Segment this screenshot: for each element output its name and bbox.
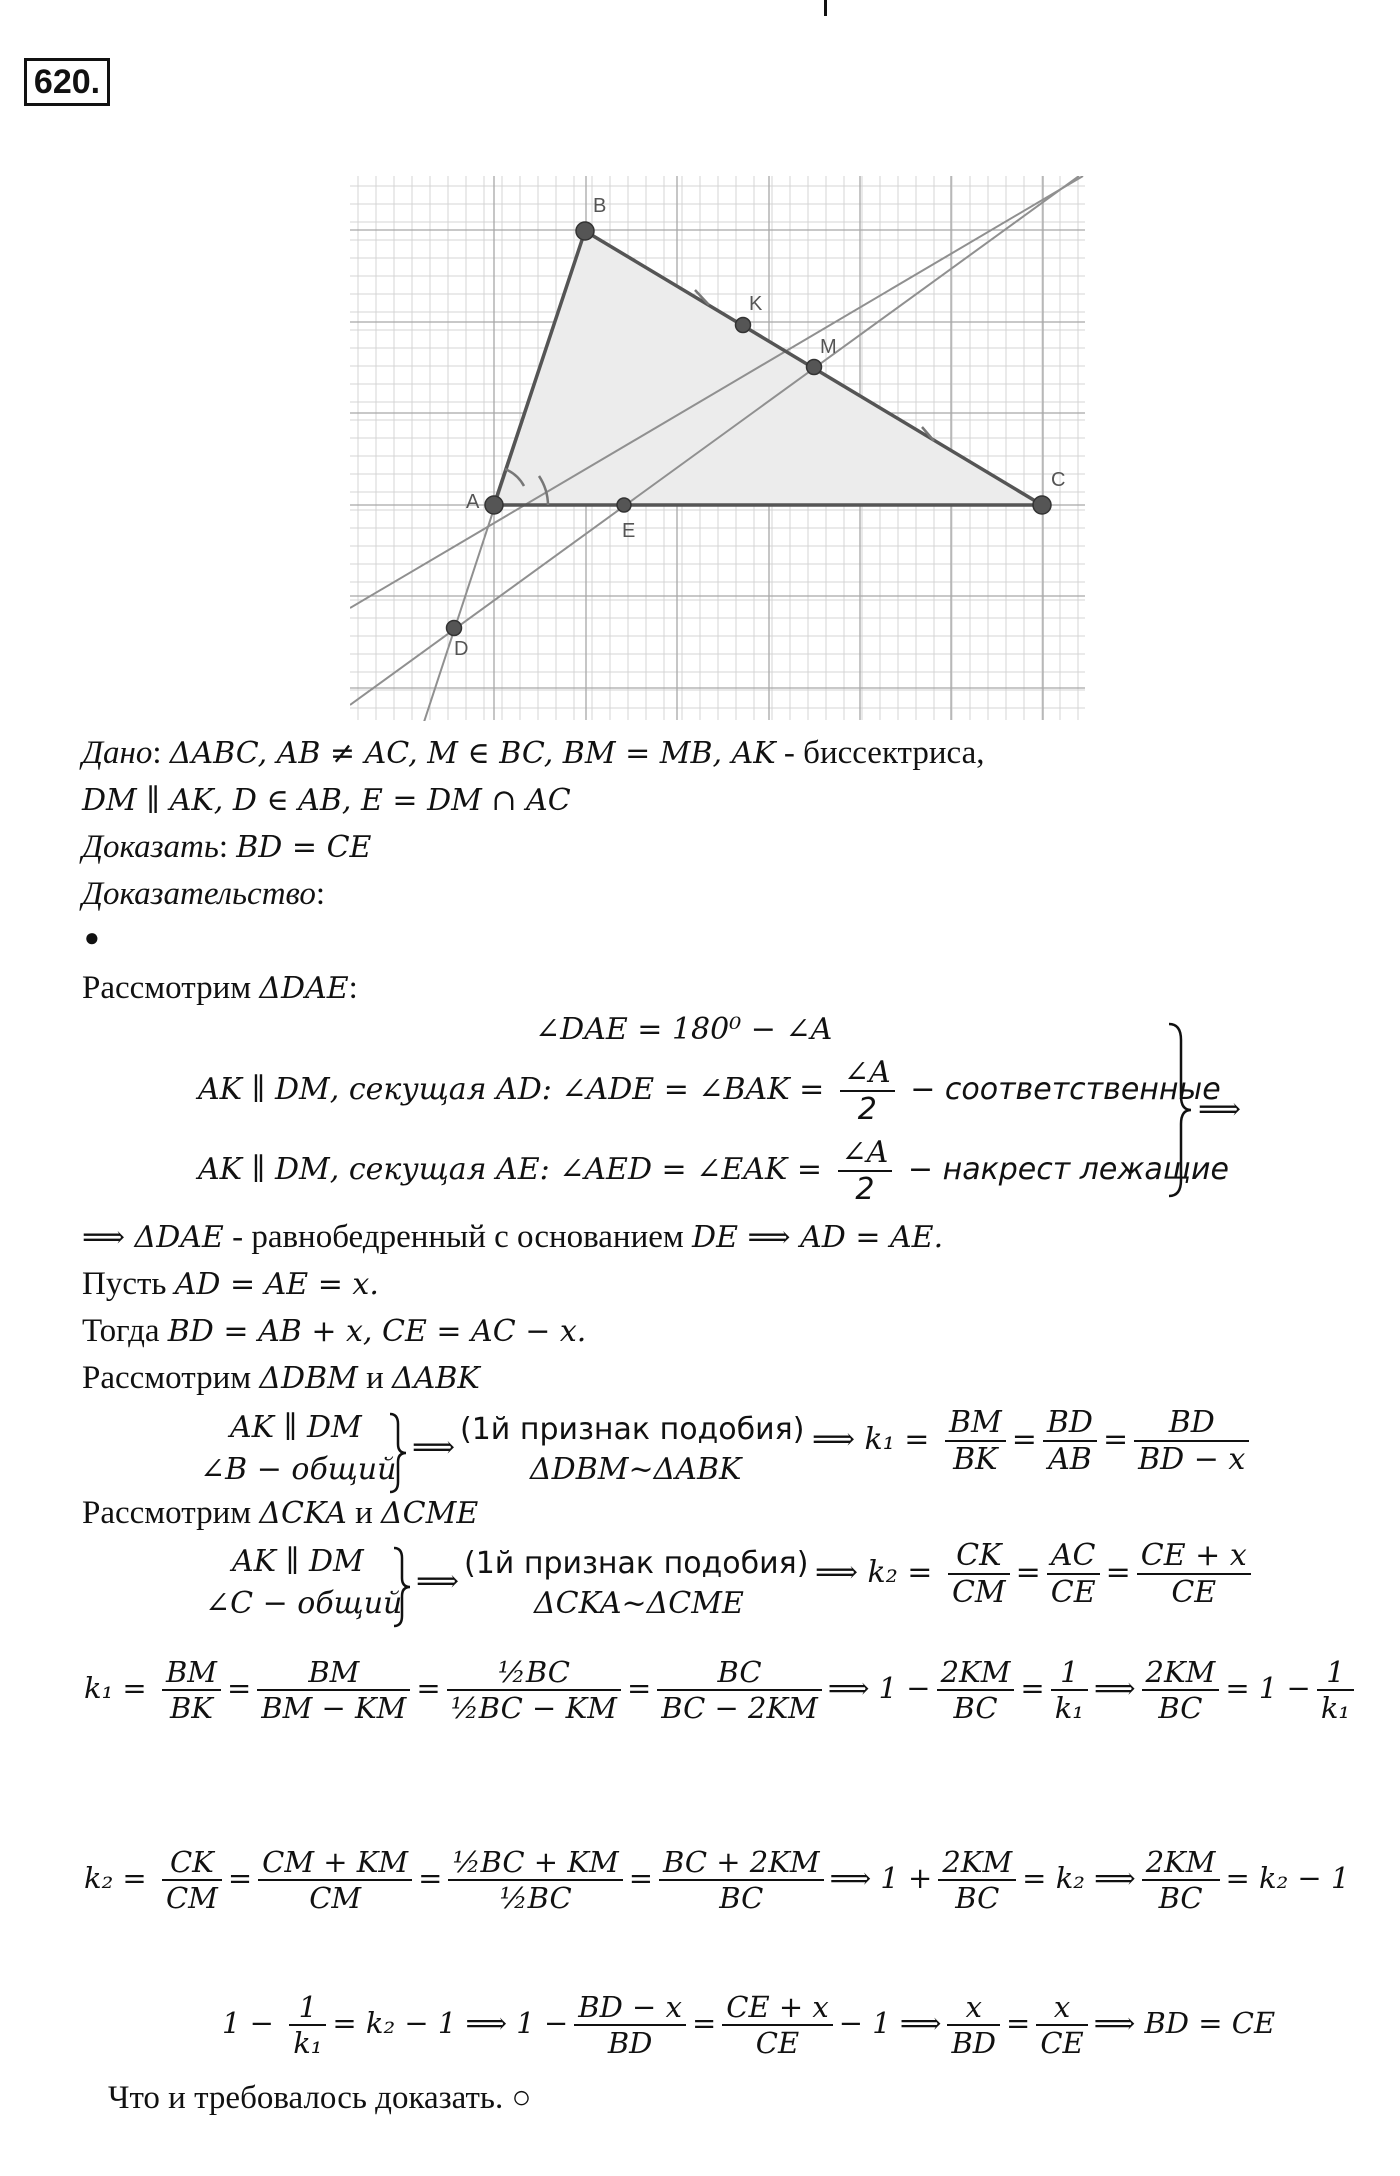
sim1-brace [388, 1412, 410, 1494]
bullet: ● [84, 923, 100, 952]
consider-dae-text: Рассмотрим [82, 970, 260, 1006]
consider-cka-cme-line: Рассмотрим ΔCKA и ΔCME [82, 1495, 479, 1531]
sim2-condition-2: ∠C − общий [205, 1586, 403, 1621]
proof-label: Доказательство [82, 876, 316, 912]
fraction-a-over-2: $\frac{\angle A}{2}$ [840, 1055, 895, 1127]
top-tick-mark [824, 0, 827, 16]
angle-dae-equation: ∠DAE = 180⁰ − ∠A [535, 1012, 833, 1047]
then-line: Тогда BD = AB + x, CE = AC − x. [82, 1313, 587, 1349]
row3-left: AK ∥ DM, секущая AE: ∠AED = ∠EAK = [198, 1152, 822, 1187]
equation-k2: k₂ = $\frac{CK}{CM}$ = $\frac{CM + KM}{CM}$ = $\frac{\text{½BC + KM}}{\text{½BC}}$ = $\frac{BC + 2KM}{BC}$ ⟹ 1 + $\frac{2KM}{BC}$ = k₂ ⟹ $\frac{2KM}{BC}$ = k₂ − 1 [84, 1845, 1350, 1915]
sim2-ratio: ⟹ k₂ = $\frac{CK}{CM}$ = $\frac{AC}{CE}$ = $\frac{CE + x}{CE}$ [815, 1538, 1257, 1610]
row2-left: AK ∥ DM, секущая AD: ∠ADE = ∠BAK = [198, 1072, 825, 1107]
equation-k1: k₁ = $\frac{BM}{BK}$ = $\frac{BM}{BM - KM}$ = $\frac{\text{½BC}}{\text{½BC − KM}}$ = $\frac{BC}{BC - 2KM}$ ⟹ 1 − $\frac{2KM}{BC}$ = $\frac{1}{\text{k₁}}$ ⟹ $\frac{2KM}{BC}$ = 1 − $\frac{1}{\text{k₁}}$ [84, 1655, 1360, 1725]
sim1-similar: ΔDBM~ΔABK [530, 1452, 742, 1487]
given-text-1: ΔABC, AB ≠ AC, M ∈ BC, BM = MB, AK [169, 736, 776, 771]
point-m [807, 360, 822, 375]
system-row-2 [198, 1055, 1221, 1127]
point-d [447, 621, 462, 636]
sim2-brace [392, 1546, 414, 1628]
system-implies: ⟹ [1198, 1092, 1242, 1127]
problem-number: 620. [24, 58, 110, 106]
system-row-3 [198, 1135, 1229, 1207]
sim1-implies: ⟹ [412, 1430, 456, 1465]
bisector-line-ak [350, 176, 1083, 608]
label-d: D [454, 638, 469, 660]
sim1-condition-1: AK ∥ DM [230, 1410, 362, 1445]
label-m: M [820, 336, 837, 358]
given-text-1b: - биссектриса, [775, 735, 985, 771]
sim2-implies: ⟹ [416, 1564, 460, 1599]
point-k [736, 318, 751, 333]
prove-line: Доказать: BD = CE [82, 829, 372, 865]
sim2-sign: (1й признак подобия) [464, 1546, 809, 1581]
let-line: Пусть AD = AE = x. [82, 1266, 379, 1302]
given-text-2: DM ∥ AK, D ∈ AB, E = DM ∩ AC [82, 783, 571, 818]
consider-dbm-abk-line: Рассмотрим ΔDBM и ΔABK [82, 1360, 480, 1396]
right-brace [1165, 1020, 1195, 1200]
consider-dae-line: Рассмотрим ΔDAE: [82, 970, 358, 1006]
point-c [1033, 496, 1051, 514]
sim1-sign: (1й признак подобия) [460, 1412, 805, 1447]
label-k: K [749, 293, 763, 315]
point-b [576, 222, 594, 240]
geometry-figure [348, 176, 1088, 726]
triangle-abc-fill [494, 231, 1042, 505]
given-line-2 [82, 782, 571, 820]
point-a [485, 496, 503, 514]
isosceles-line: ⟹ ΔDAE - равнобедренный с основанием DE ⟹ AD = AE. [82, 1219, 944, 1255]
given-line-1: Дано: ΔABC, AB ≠ AC, M ∈ BC, BM = MB, AK - биссектриса, [82, 735, 985, 771]
point-e [617, 498, 631, 512]
sim2-condition-1: AK ∥ DM [232, 1544, 364, 1579]
sim1-condition-2: ∠B − общий [200, 1452, 397, 1487]
row3-right: − накрест лежащие [907, 1152, 1229, 1187]
label-b: B [593, 195, 607, 217]
qed-line: Что и требовалось доказать. ○ [108, 2080, 532, 2116]
sim2-similar: ΔCKA~ΔCME [534, 1586, 744, 1621]
prove-text: BD = CE [236, 830, 372, 865]
row2-right: − соответственные [910, 1072, 1221, 1107]
label-c: C [1051, 469, 1066, 491]
proof-heading: Доказательство: [82, 876, 326, 912]
fraction-a-over-2-b: $\frac{\angle A}{2}$ [838, 1135, 893, 1207]
prove-label: Доказать [82, 829, 219, 865]
equation-final: 1 − $\frac{1}{\text{k₁}}$ = k₂ − 1 ⟹ 1 − $\frac{BD - x}{BD}$ = $\frac{CE + x}{CE}$ − 1 ⟹ $\frac{x}{BD}$ = $\frac{x}{CE}$ ⟹ BD = CE [222, 1990, 1276, 2060]
given-label: Дано [82, 735, 153, 771]
consider-dae-math: ΔDAE [259, 971, 349, 1006]
label-a: A [466, 491, 480, 513]
label-e: E [622, 520, 636, 542]
sim1-ratio: ⟹ k₁ = $\frac{BM}{BK}$ = $\frac{BD}{AB}$ = $\frac{BD}{BD - x}$ [812, 1405, 1255, 1477]
